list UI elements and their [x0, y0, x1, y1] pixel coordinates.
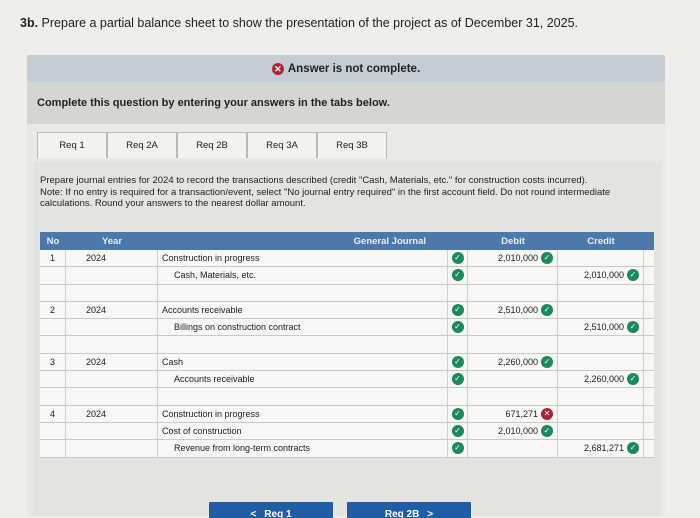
row-check-cell [448, 319, 468, 335]
row-check-cell [448, 440, 468, 456]
header-debit: Debit [501, 235, 525, 247]
account-cell[interactable]: Cost of construction [158, 423, 448, 439]
chevron-right-icon: > [427, 508, 434, 518]
year-cell[interactable] [66, 423, 158, 439]
tab-req-3a[interactable]: Req 3A [247, 132, 317, 158]
header-year: Year [101, 235, 123, 247]
credit-cell[interactable] [558, 388, 644, 404]
debit-cell-value: 2,260,000 [497, 356, 538, 367]
entry-no-cell [40, 285, 66, 301]
journal-row [40, 267, 654, 284]
row-check-cell [448, 336, 468, 352]
year-cell[interactable] [66, 319, 158, 335]
prev-req-button[interactable] [209, 502, 333, 518]
year-cell[interactable] [66, 371, 158, 387]
account-cell[interactable] [158, 388, 448, 404]
account-cell[interactable]: Construction in progress [158, 406, 448, 422]
entry-no-cell [40, 371, 66, 387]
debit-cell[interactable] [468, 354, 558, 370]
entry-no-cell: 4 [40, 406, 66, 422]
credit-cell-value: 2,681,271 [583, 443, 624, 454]
debit-cell-value: 2,510,000 [497, 305, 538, 316]
row-check-cell [448, 302, 468, 318]
header-no: No [46, 235, 60, 247]
credit-cell[interactable] [558, 406, 644, 422]
year-cell[interactable] [66, 440, 158, 456]
check-icon: ✓ [627, 442, 639, 454]
debit-cell-value: 2,010,000 [497, 426, 538, 437]
row-check-cell [448, 423, 468, 439]
journal-row [40, 440, 654, 457]
credit-cell[interactable] [558, 319, 644, 335]
check-icon: ✓ [452, 373, 464, 385]
journal-body [40, 250, 654, 458]
entry-no-cell: 1 [40, 250, 66, 266]
tab-content [33, 162, 661, 516]
account-cell[interactable]: Accounts receivable [158, 371, 448, 387]
debit-cell[interactable] [468, 440, 558, 456]
credit-cell[interactable] [558, 423, 644, 439]
journal-row [40, 250, 654, 267]
debit-cell-value: 671,271 [505, 408, 538, 419]
answer-status-text: Answer is not complete. [287, 62, 421, 75]
next-req-button[interactable] [347, 502, 471, 518]
entry-no-cell [40, 319, 66, 335]
check-icon: ✓ [452, 321, 464, 333]
debit-cell[interactable] [468, 336, 558, 352]
journal-row [40, 406, 654, 423]
row-check-cell [448, 285, 468, 301]
check-icon: ✓ [452, 442, 464, 454]
debit-cell[interactable] [468, 267, 558, 283]
journal-row [40, 285, 654, 302]
row-check-cell [448, 406, 468, 422]
row-check-cell [448, 267, 468, 283]
year-cell[interactable]: 2024 [66, 406, 158, 422]
debit-cell[interactable] [468, 388, 558, 404]
account-cell[interactable]: Cash, Materials, etc. [158, 267, 448, 283]
check-icon: ✓ [541, 252, 553, 264]
journal-row [40, 319, 654, 336]
question-text: Prepare a partial balance sheet to show the presentation of the project as of December 31, 2025. [41, 16, 578, 30]
tab-req-2a[interactable]: Req 2A [107, 132, 177, 158]
entry-no-cell: 2 [40, 302, 66, 318]
error-x-icon: ✕ [541, 408, 553, 420]
tab-req-1[interactable]: Req 1 [37, 132, 107, 158]
check-icon: ✓ [452, 425, 464, 437]
journal-row [40, 423, 654, 440]
debit-cell[interactable] [468, 406, 558, 422]
row-check-cell [448, 354, 468, 370]
question-number: 3b. [20, 16, 39, 30]
row-check-cell [448, 388, 468, 404]
row-check-cell [448, 371, 468, 387]
year-cell[interactable] [66, 388, 158, 404]
credit-cell-value: 2,010,000 [583, 270, 624, 281]
year-cell[interactable]: 2024 [66, 302, 158, 318]
description-line-1: Prepare journal entries for 2024 to record the transactions described (credit "Cash, Materials, etc." for construction costs incurred). [40, 175, 588, 186]
journal-table [40, 232, 654, 458]
header-credit: Credit [587, 235, 615, 247]
tabs-panel [27, 124, 665, 516]
credit-cell[interactable] [558, 302, 644, 318]
tab-req-2b[interactable]: Req 2B [177, 132, 247, 158]
req-tabs [37, 132, 387, 158]
credit-cell[interactable] [558, 285, 644, 301]
entry-no-cell [40, 388, 66, 404]
year-cell[interactable]: 2024 [66, 354, 158, 370]
account-cell[interactable] [158, 285, 448, 301]
journal-row [40, 336, 654, 353]
credit-cell[interactable] [558, 250, 644, 266]
chevron-left-icon: < [250, 508, 257, 518]
credit-cell[interactable] [558, 354, 644, 370]
check-icon: ✓ [627, 373, 639, 385]
debit-cell[interactable] [468, 319, 558, 335]
next-req-label: Req 2B [384, 508, 420, 518]
credit-cell[interactable] [558, 440, 644, 456]
check-icon: ✓ [452, 356, 464, 368]
credit-cell[interactable] [558, 336, 644, 352]
debit-cell[interactable] [468, 302, 558, 318]
credit-cell[interactable] [558, 267, 644, 283]
credit-cell-value: 2,260,000 [583, 374, 624, 385]
check-icon: ✓ [452, 269, 464, 281]
journal-row [40, 388, 654, 405]
entry-no-cell [40, 267, 66, 283]
instruction-box [27, 82, 665, 124]
journal-row [40, 302, 654, 319]
tab-req-3b[interactable]: Req 3B [317, 132, 387, 158]
check-icon: ✓ [452, 408, 464, 420]
instruction-text: Complete this question by entering your answers in the tabs below. [37, 97, 390, 109]
check-icon: ✓ [541, 425, 553, 437]
debit-cell[interactable] [468, 423, 558, 439]
journal-row [40, 354, 654, 371]
credit-cell-value: 2,510,000 [583, 322, 624, 333]
debit-cell[interactable] [468, 250, 558, 266]
entry-no-cell: 3 [40, 354, 66, 370]
debit-cell[interactable] [468, 285, 558, 301]
account-cell[interactable]: Billings on construction contract [158, 319, 448, 335]
question-title [20, 16, 578, 30]
description-note: Note: If no entry is required for a transaction/event, select "No journal entry required" in the first account field. Do not round intermediate calculations. Round your answers to the nearest dollar amount. [40, 186, 611, 209]
prev-req-label: Req 1 [264, 508, 292, 518]
credit-cell[interactable] [558, 371, 644, 387]
check-icon: ✓ [541, 304, 553, 316]
journal-header-row [40, 232, 654, 250]
check-icon: ✓ [627, 321, 639, 333]
check-icon: ✓ [452, 252, 464, 264]
year-cell[interactable] [66, 285, 158, 301]
account-cell[interactable]: Revenue from long-term contracts [158, 440, 448, 456]
entry-no-cell [40, 336, 66, 352]
task-description [40, 175, 655, 210]
year-cell[interactable] [66, 267, 158, 283]
year-cell[interactable]: 2024 [66, 250, 158, 266]
account-cell[interactable] [158, 336, 448, 352]
answer-status-bar [27, 55, 665, 82]
error-x-icon: ✕ [272, 63, 284, 75]
debit-cell[interactable] [468, 371, 558, 387]
check-icon: ✓ [541, 356, 553, 368]
entry-no-cell [40, 440, 66, 456]
account-cell[interactable]: Accounts receivable [158, 302, 448, 318]
entry-no-cell [40, 423, 66, 439]
account-cell[interactable]: Cash [158, 354, 448, 370]
account-cell[interactable]: Construction in progress [158, 250, 448, 266]
year-cell[interactable] [66, 336, 158, 352]
row-check-cell [448, 250, 468, 266]
debit-cell-value: 2,010,000 [497, 253, 538, 264]
check-icon: ✓ [452, 304, 464, 316]
check-icon: ✓ [627, 269, 639, 281]
header-general-journal: General Journal [353, 235, 426, 247]
journal-row [40, 371, 654, 388]
